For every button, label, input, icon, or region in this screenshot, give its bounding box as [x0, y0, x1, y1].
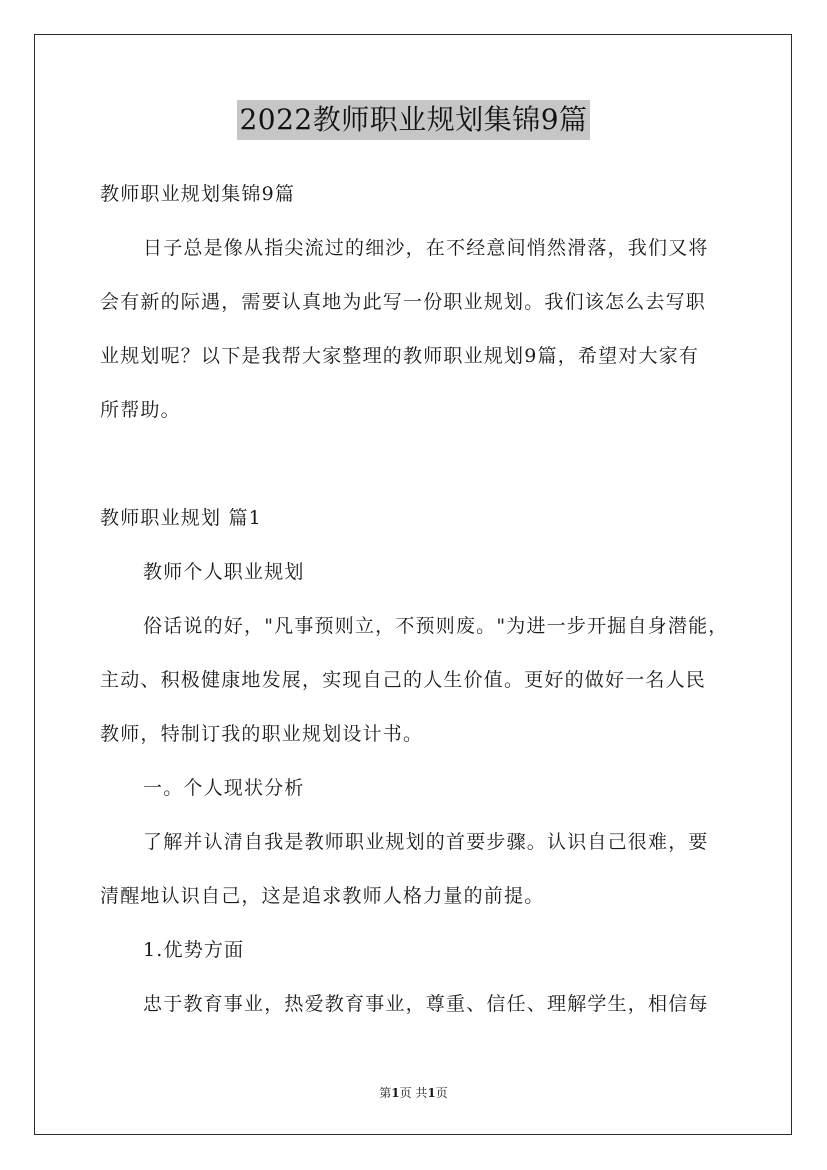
paragraph-line: 会有新的际遇，需要认真地为此写一份职业规划。我们该怎么去写职	[100, 291, 707, 313]
section-heading: 教师职业规划 篇1	[100, 507, 262, 529]
paragraph-line: 业规划呢？以下是我帮大家整理的教师职业规划9篇，希望对大家有	[100, 345, 700, 367]
footer-suffix: 页	[435, 1086, 448, 1100]
paragraph-line: 主动、积极健康地发展，实现自己的人生价值。更好的做好一名人民	[100, 669, 707, 691]
footer-page-number: 1	[391, 1086, 400, 1100]
sub-heading: 教师个人职业规划	[143, 561, 305, 583]
footer-prefix: 第	[379, 1086, 392, 1100]
paragraph-line: 清醒地认识自己，这是追求教师人格力量的前提。	[100, 885, 545, 907]
footer-total-pages: 1	[427, 1086, 436, 1100]
paragraph-line: 日子总是像从指尖流过的细沙，在不经意间悄然滑落，我们又将	[143, 237, 709, 259]
title-container	[0, 100, 827, 140]
document-title: 2022教师职业规划集锦9篇	[237, 100, 589, 140]
paragraph-line: 忠于教育事业，热爱教育事业，尊重、信任、理解学生，相信每	[143, 993, 709, 1015]
page-footer	[0, 1086, 827, 1100]
footer-mid: 页 共	[399, 1086, 428, 1100]
paragraph-line: 教师，特制订我的职业规划设计书。	[100, 723, 424, 745]
paragraph-line: 了解并认清自我是教师职业规划的首要步骤。认识自己很难，要	[143, 831, 709, 853]
sub-heading: 1.优势方面	[143, 939, 245, 961]
paragraph-line: 所帮助。	[100, 399, 181, 421]
sub-heading: 一。个人现状分析	[143, 777, 305, 799]
subtitle-line: 教师职业规划集锦9篇	[100, 183, 296, 205]
paragraph-line: 俗话说的好，"凡事预则立，不预则废。"为进一步开掘自身潜能，	[143, 615, 729, 637]
